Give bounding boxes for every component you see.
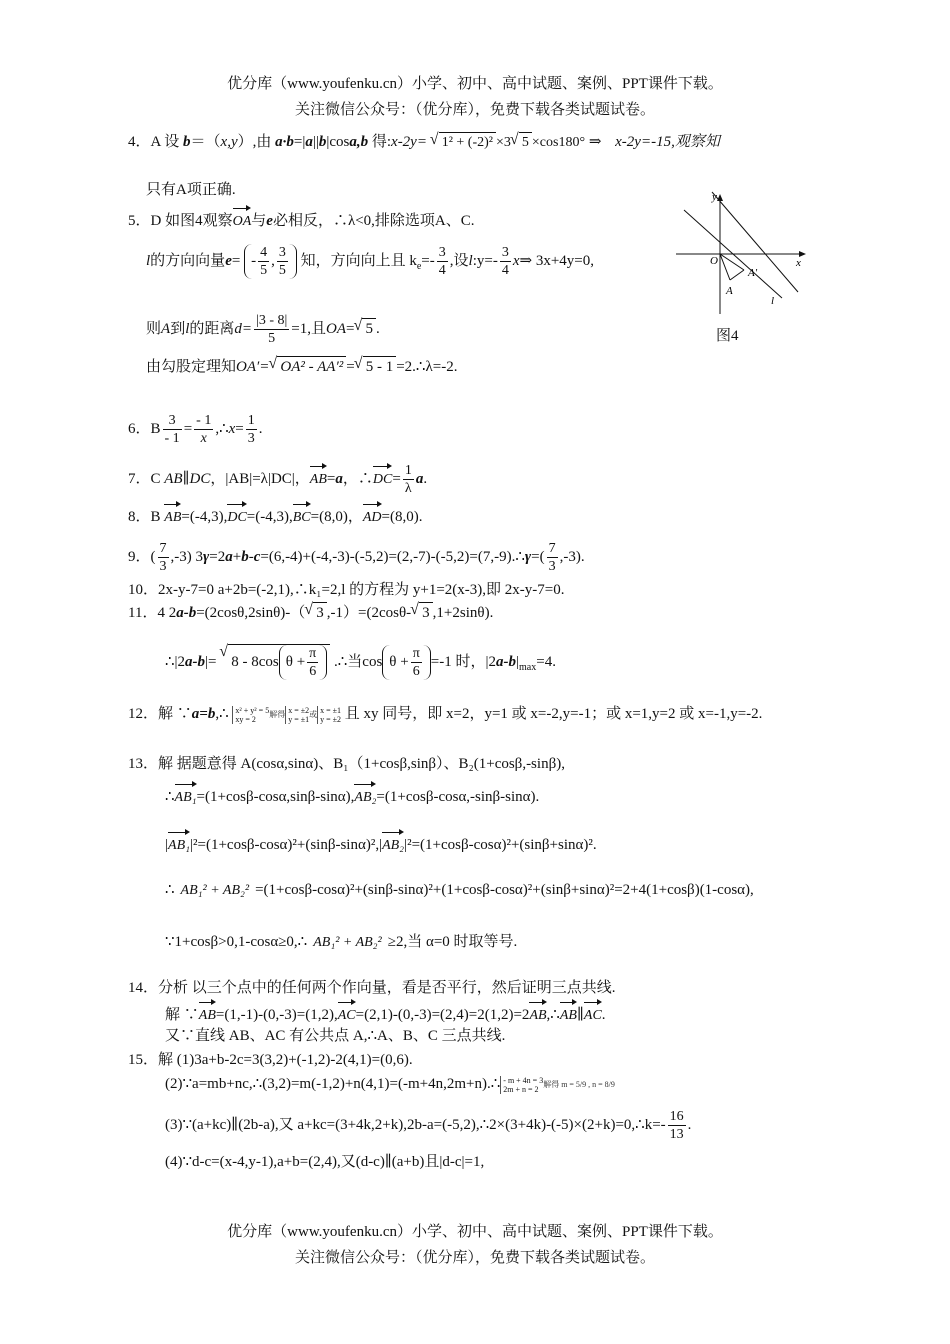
q7-line: 7．C AB∥DC，|AB|=λ|DC|，AB=a，∴DC= $\frac{1}{\lambda}$ a. [128, 463, 428, 496]
label-a: A [726, 285, 733, 297]
header-line-1: 优分库（www.youfenku.cn）小学、初中、高中试题、案例、PPT课件下载。 [227, 76, 723, 92]
label-a-prime: A' [748, 267, 758, 279]
header-line-2: 关注微信公众号：（优分库），免费下载各类试题试卷。 [294, 102, 655, 118]
q13-line-5: ∵1+cosβ>0,1-cosα≥0,∴ AB₁² + AB₂² ≥2,当 α=0 时取等号. [165, 934, 518, 950]
q14-line-2: 解 ∵AB=(1,-1)-(0,-3)=(1,2),AC=(2,1)-(0,-3)=(2,4)=2(1,2)=2AB,∴AB∥AC. [165, 1000, 606, 1026]
q4-line-2: 只有A项正确. [146, 182, 236, 198]
q13-line-3: |AB₁|²=(1+cosβ-cosα)²+(sinβ-sinα)²,|AB₂|²=(1+cosβ-cosα)²+(sinβ+sinα)². [165, 830, 597, 856]
figure-caption: 图4 [716, 328, 739, 344]
q4-line-1: 4．A 设 b＝（x,y）,由 a·b=|a||b|cosa,b 得:x-2y= √ 1² + (-2)² ×3√ 5 ×cos180° ⇒ x-2y=-15,观察知 [128, 132, 720, 153]
q12-line: 12．解 ∵a=b,∴ x² + y² = 5 xy = 2 解得 x = ±2 y = ±1或 x = ±1 y = ±2 且 xy 同号，即 x=2，y=1 或 x=-2,y=-1；或 x=1,y=2 或 x=-1,y=-2. [128, 705, 763, 724]
q9-line: 9．( $\frac{7}{3}$ ,-3) 3γ=2a+b-c=(6,-4)+(-4,-3)-(-5,2)=(2,-7)-(-5,2)=(7,-9).∴γ=( $\frac{7}{3}$ ,-3). [128, 541, 585, 574]
q15-line-3: (3)∵(a+kc)∥(2b-a),又 a+kc=(3+4k,2+k),2b-a=(-5,2),∴2×(3+4k)-(-5)×(2+k)=0,∴k=- $\frac{16}{13}$ . [165, 1109, 692, 1142]
q14-line-1: 14．分析 以三个点中的任何两个作向量，看是否平行，然后证明三点共线. [128, 980, 616, 996]
q13-line-4: ∴ AB₁² + AB₂² =(1+cosβ-cosα)²+(sinβ-sinα)²+(1+cosβ-cosα)²+(sinβ+sinα)²=2+4(1+cosβ)(1-cosα), [165, 882, 754, 898]
label-l: l [771, 295, 775, 307]
y-axis-arrow-icon [717, 194, 723, 201]
q13-line-2: ∴AB₁=(1+cosβ-cosα,sinβ-sinα),AB₂=(1+cosβ-cosα,-sinβ-sinα). [165, 782, 539, 808]
q6-line: 6．B $\frac{3}{- 1}$ = $\frac{- 1}{x}$ ,∴x= $\frac{1}{3}$ . [128, 413, 263, 446]
q5-line-4: 由勾股定理知OA′=√ OA² - AA′² =√ 5 - 1 =2.∴λ=-2. [146, 356, 457, 377]
q15-line-4: (4)∵d-c=(x-4,y-1),a+b=(2,4),又(d-c)∥(a+b)且|d-c|=1, [165, 1154, 485, 1170]
vector-oa: OA [233, 206, 252, 232]
q11-line-1: 11．4 2a-b=(2cosθ,2sinθ)-（√ 3 ,-1）=(2cosθ-√ 3 ,1+2sinθ). [128, 602, 493, 623]
q10-line: 10．2x-y-7=0 a+2b=(-2,1),∴k₁=2,l 的方程为 y+1=2(x-3),即 2x-y-7=0. [128, 582, 565, 598]
q4-radical: √ 1² + (-2)² [439, 132, 496, 153]
label-y: y [712, 191, 717, 203]
footer-line-2: 关注微信公众号：（优分库），免费下载各类试题试卷。 [294, 1250, 655, 1266]
label-o: O [710, 255, 718, 267]
q5-line-3: 则A到l的距离d= $\frac{|3 - 8|}{5}$ =1,且OA=√ 5 . [146, 312, 380, 347]
q5-line-1: 5．D 如图4观察OA与e必相反，∴λ<0,排除选项A、C. [128, 206, 475, 232]
q5-line-2: l的方向向量e= - $\frac{4}{5}$ , $\frac{3}{5}$ 知，方向向上且 $k_e=-$ $\frac{3}{4}$ ,设l:y=- $\frac{3}{4}$ x⇒ 3x+4y=0, [146, 245, 594, 278]
q13-line-1: 13．解 据题意得 A(cosα,sinα)、B₁（1+cosβ,sinβ）、B₂(1+cosβ,-sinβ), [128, 756, 565, 772]
label-x: x [796, 257, 801, 269]
q8-line: 8．B AB=(-4,3),DC=(-4,3),BC=(8,0)，AD=(8,0). [128, 502, 422, 528]
q15-line-2: (2)∵a=mb+nc,∴(3,2)=m(-1,2)+n(4,1)=(-m+4n,2m+n).∴ - m + 4n = 3 2m + n = 2 解得 m = 5/9 , n = 8/9 [165, 1075, 615, 1094]
figure-4 [672, 188, 812, 328]
q15-line-1: 15．解 (1)3a+b-2c=3(3,2)+(-1,2)-2(4,1)=(0,6). [128, 1052, 413, 1068]
q14-line-3: 又∵直线 AB、AC 有公共点 A,∴A、B、C 三点共线. [165, 1028, 506, 1044]
segment-aap [730, 270, 744, 280]
footer-line-1: 优分库（www.youfenku.cn）小学、初中、高中试题、案例、PPT课件下载。 [227, 1224, 723, 1240]
q11-line-2: ∴|2a-b|= √ 8 - 8cos θ + $\frac{\pi}{6}$ .∴当cos θ + $\frac{\pi}{6}$ =-1 时，$|2a-b|_{max}=4$. [165, 644, 556, 680]
